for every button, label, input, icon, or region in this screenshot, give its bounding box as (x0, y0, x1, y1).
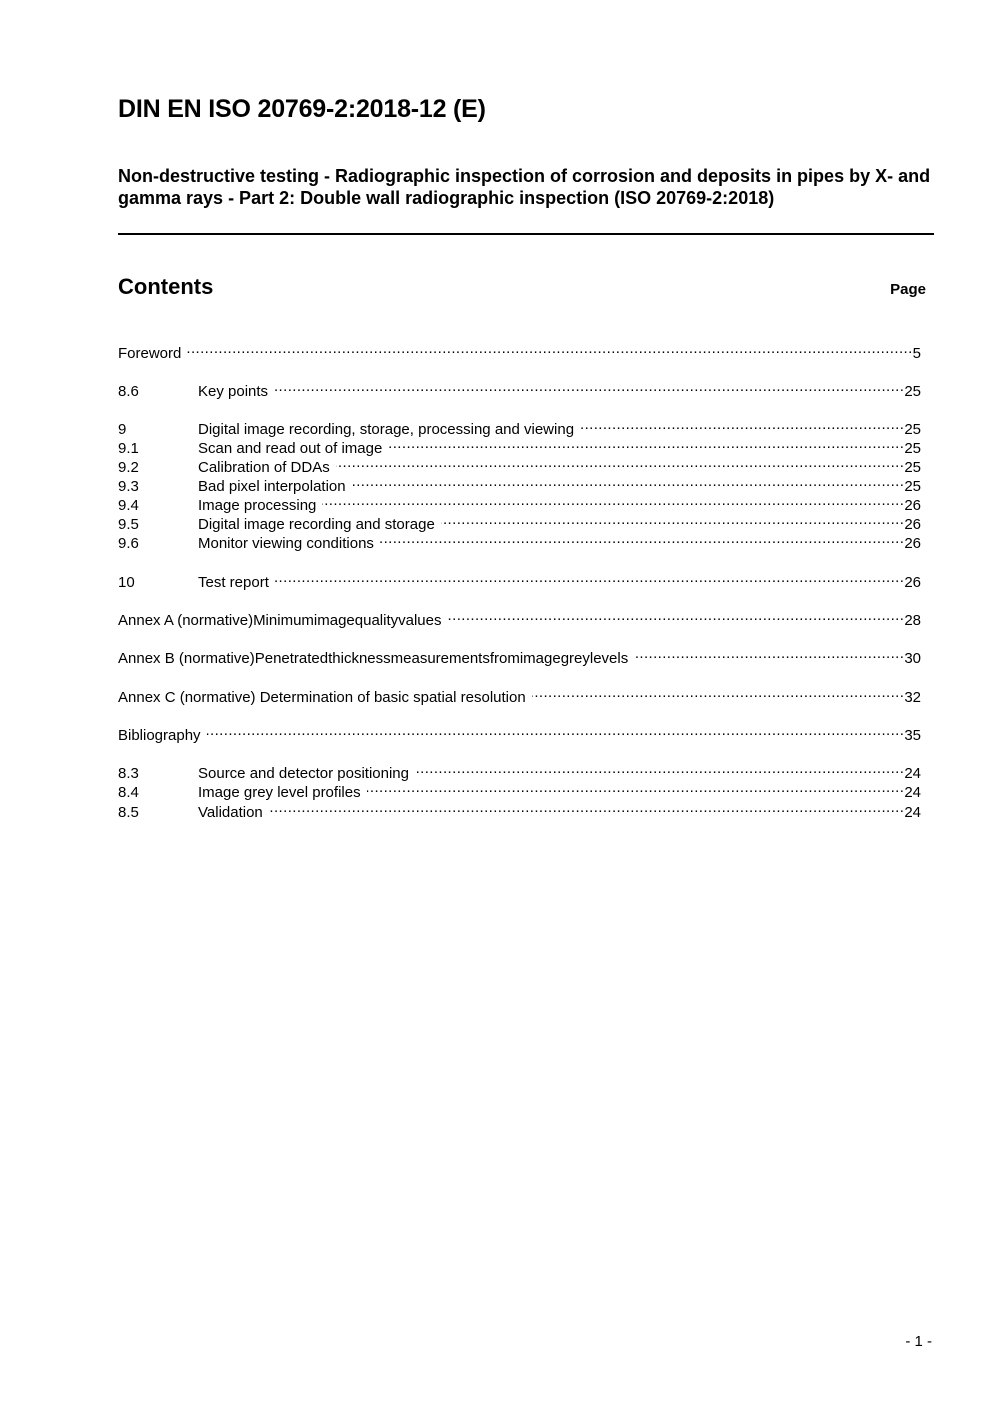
toc-entry-title: Annex B (normative)Penetratedthicknessmeasurementsfromimagegreylevels (118, 650, 629, 667)
toc-entry-page: 28 (904, 612, 921, 629)
toc-entry-page: 24 (904, 765, 921, 782)
toc-entry-annex-c[interactable] (118, 683, 921, 706)
toc-entry-number: 8.3 (118, 765, 139, 782)
toc-leader-dots (207, 721, 905, 740)
toc-entry-page: 26 (904, 535, 921, 552)
toc-entry-page: 25 (904, 478, 921, 495)
toc-entry-title: Source and detector positioning (198, 765, 409, 782)
toc-leader-dots (447, 606, 904, 625)
toc-entry-annex-b[interactable] (118, 644, 921, 667)
toc-entry-page: 24 (904, 784, 921, 801)
toc-entry-title: Digital image recording and storage (198, 516, 435, 533)
toc-entry-number: 9 (118, 421, 127, 438)
toc-entry-title: Key points (198, 383, 269, 400)
toc-leader-dots (634, 644, 904, 663)
toc-entry-number: 9.5 (118, 516, 139, 533)
toc-entry-page: 25 (904, 421, 921, 438)
toc-leader-dots (336, 453, 905, 472)
toc-leader-dots (388, 434, 904, 453)
toc-leader-dots (532, 683, 905, 702)
toc-entry-page: 24 (904, 804, 921, 821)
toc-entry-title: Image grey level profiles (198, 784, 361, 801)
toc-entry-number: 9.6 (118, 535, 139, 552)
toc-entry-number: 9.1 (118, 440, 139, 457)
toc-entry-8-6[interactable] (118, 377, 921, 400)
toc-entry-number: 8.5 (118, 804, 139, 821)
toc-leader-dots (322, 491, 904, 510)
document-title: Non-destructive testing - Radiographic inspection of corrosion and deposits in pipes by X- and gamma rays - Part 2: Double wall radiographic inspection (ISO 20769-2:2018) (118, 166, 931, 208)
toc-entry-foreword[interactable] (118, 339, 921, 362)
toc-leader-dots (580, 415, 904, 434)
page-column-heading: Page (890, 281, 926, 298)
toc-entry-9-1[interactable] (118, 434, 921, 457)
toc-entry-page: 25 (904, 383, 921, 400)
toc-leader-dots (441, 510, 905, 529)
toc-entry-title: Bibliography (118, 727, 201, 744)
toc-entry-9-3[interactable] (118, 472, 921, 495)
toc-entry-9-4[interactable] (118, 491, 921, 514)
toc-entry-page: 30 (904, 650, 921, 667)
toc-entry-title: Image processing (198, 497, 317, 514)
toc-entry-page: 26 (904, 574, 921, 591)
toc-entry-page: 5 (912, 345, 921, 362)
toc-entry-title: Monitor viewing conditions (198, 535, 374, 552)
toc-entry-page: 35 (904, 727, 921, 744)
toc-entry-8-5[interactable] (118, 798, 921, 821)
title-divider (118, 233, 934, 235)
document-number: DIN EN ISO 20769-2:2018-12 (E) (118, 95, 486, 123)
toc-entry-page: 26 (904, 516, 921, 533)
toc-entry-bibliography[interactable] (118, 721, 921, 744)
toc-entry-page: 25 (904, 459, 921, 476)
toc-entry-page: 32 (904, 689, 921, 706)
toc-entry-page: 25 (904, 440, 921, 457)
toc-leader-dots (415, 759, 904, 778)
toc-entry-number: 10 (118, 574, 135, 591)
toc-leader-dots (274, 377, 904, 396)
toc-entry-9-2[interactable] (118, 453, 921, 476)
toc-entry-title: Validation (198, 804, 263, 821)
toc-leader-dots (187, 339, 912, 358)
toc-entry-annex-a[interactable] (118, 606, 921, 629)
toc-entry-9[interactable] (118, 415, 921, 438)
toc-entry-number: 9.3 (118, 478, 139, 495)
toc-entry-10[interactable] (118, 568, 921, 591)
toc-leader-dots (269, 798, 905, 817)
toc-entry-title: Digital image recording, storage, processing and viewing (198, 421, 575, 438)
toc-entry-8-3[interactable] (118, 759, 921, 782)
toc-entry-title: Annex A (normative)Minimumimagequalityvalues (118, 612, 442, 629)
toc-entry-number: 8.4 (118, 784, 139, 801)
toc-entry-title: Foreword (118, 345, 182, 362)
toc-entry-title: Scan and read out of image (198, 440, 383, 457)
toc-entry-9-6[interactable] (118, 529, 921, 552)
toc-leader-dots (367, 778, 905, 797)
toc-leader-dots (352, 472, 905, 491)
toc-entry-title: Calibration of DDAs (198, 459, 330, 476)
toc-entry-title: Test report (198, 574, 269, 591)
page-number: - 1 - (905, 1333, 932, 1350)
toc-entry-number: 9.4 (118, 497, 139, 514)
toc-entry-9-5[interactable] (118, 510, 921, 533)
toc-entry-title: Annex C (normative) Determination of basic spatial resolution (118, 689, 526, 706)
toc-entry-number: 9.2 (118, 459, 139, 476)
contents-heading: Contents (118, 274, 214, 299)
toc-entry-page: 26 (904, 497, 921, 514)
toc-entry-8-4[interactable] (118, 778, 921, 801)
toc-entry-number: 8.6 (118, 383, 139, 400)
toc-leader-dots (275, 568, 904, 587)
toc-entry-title: Bad pixel interpolation (198, 478, 346, 495)
toc-leader-dots (380, 529, 904, 548)
